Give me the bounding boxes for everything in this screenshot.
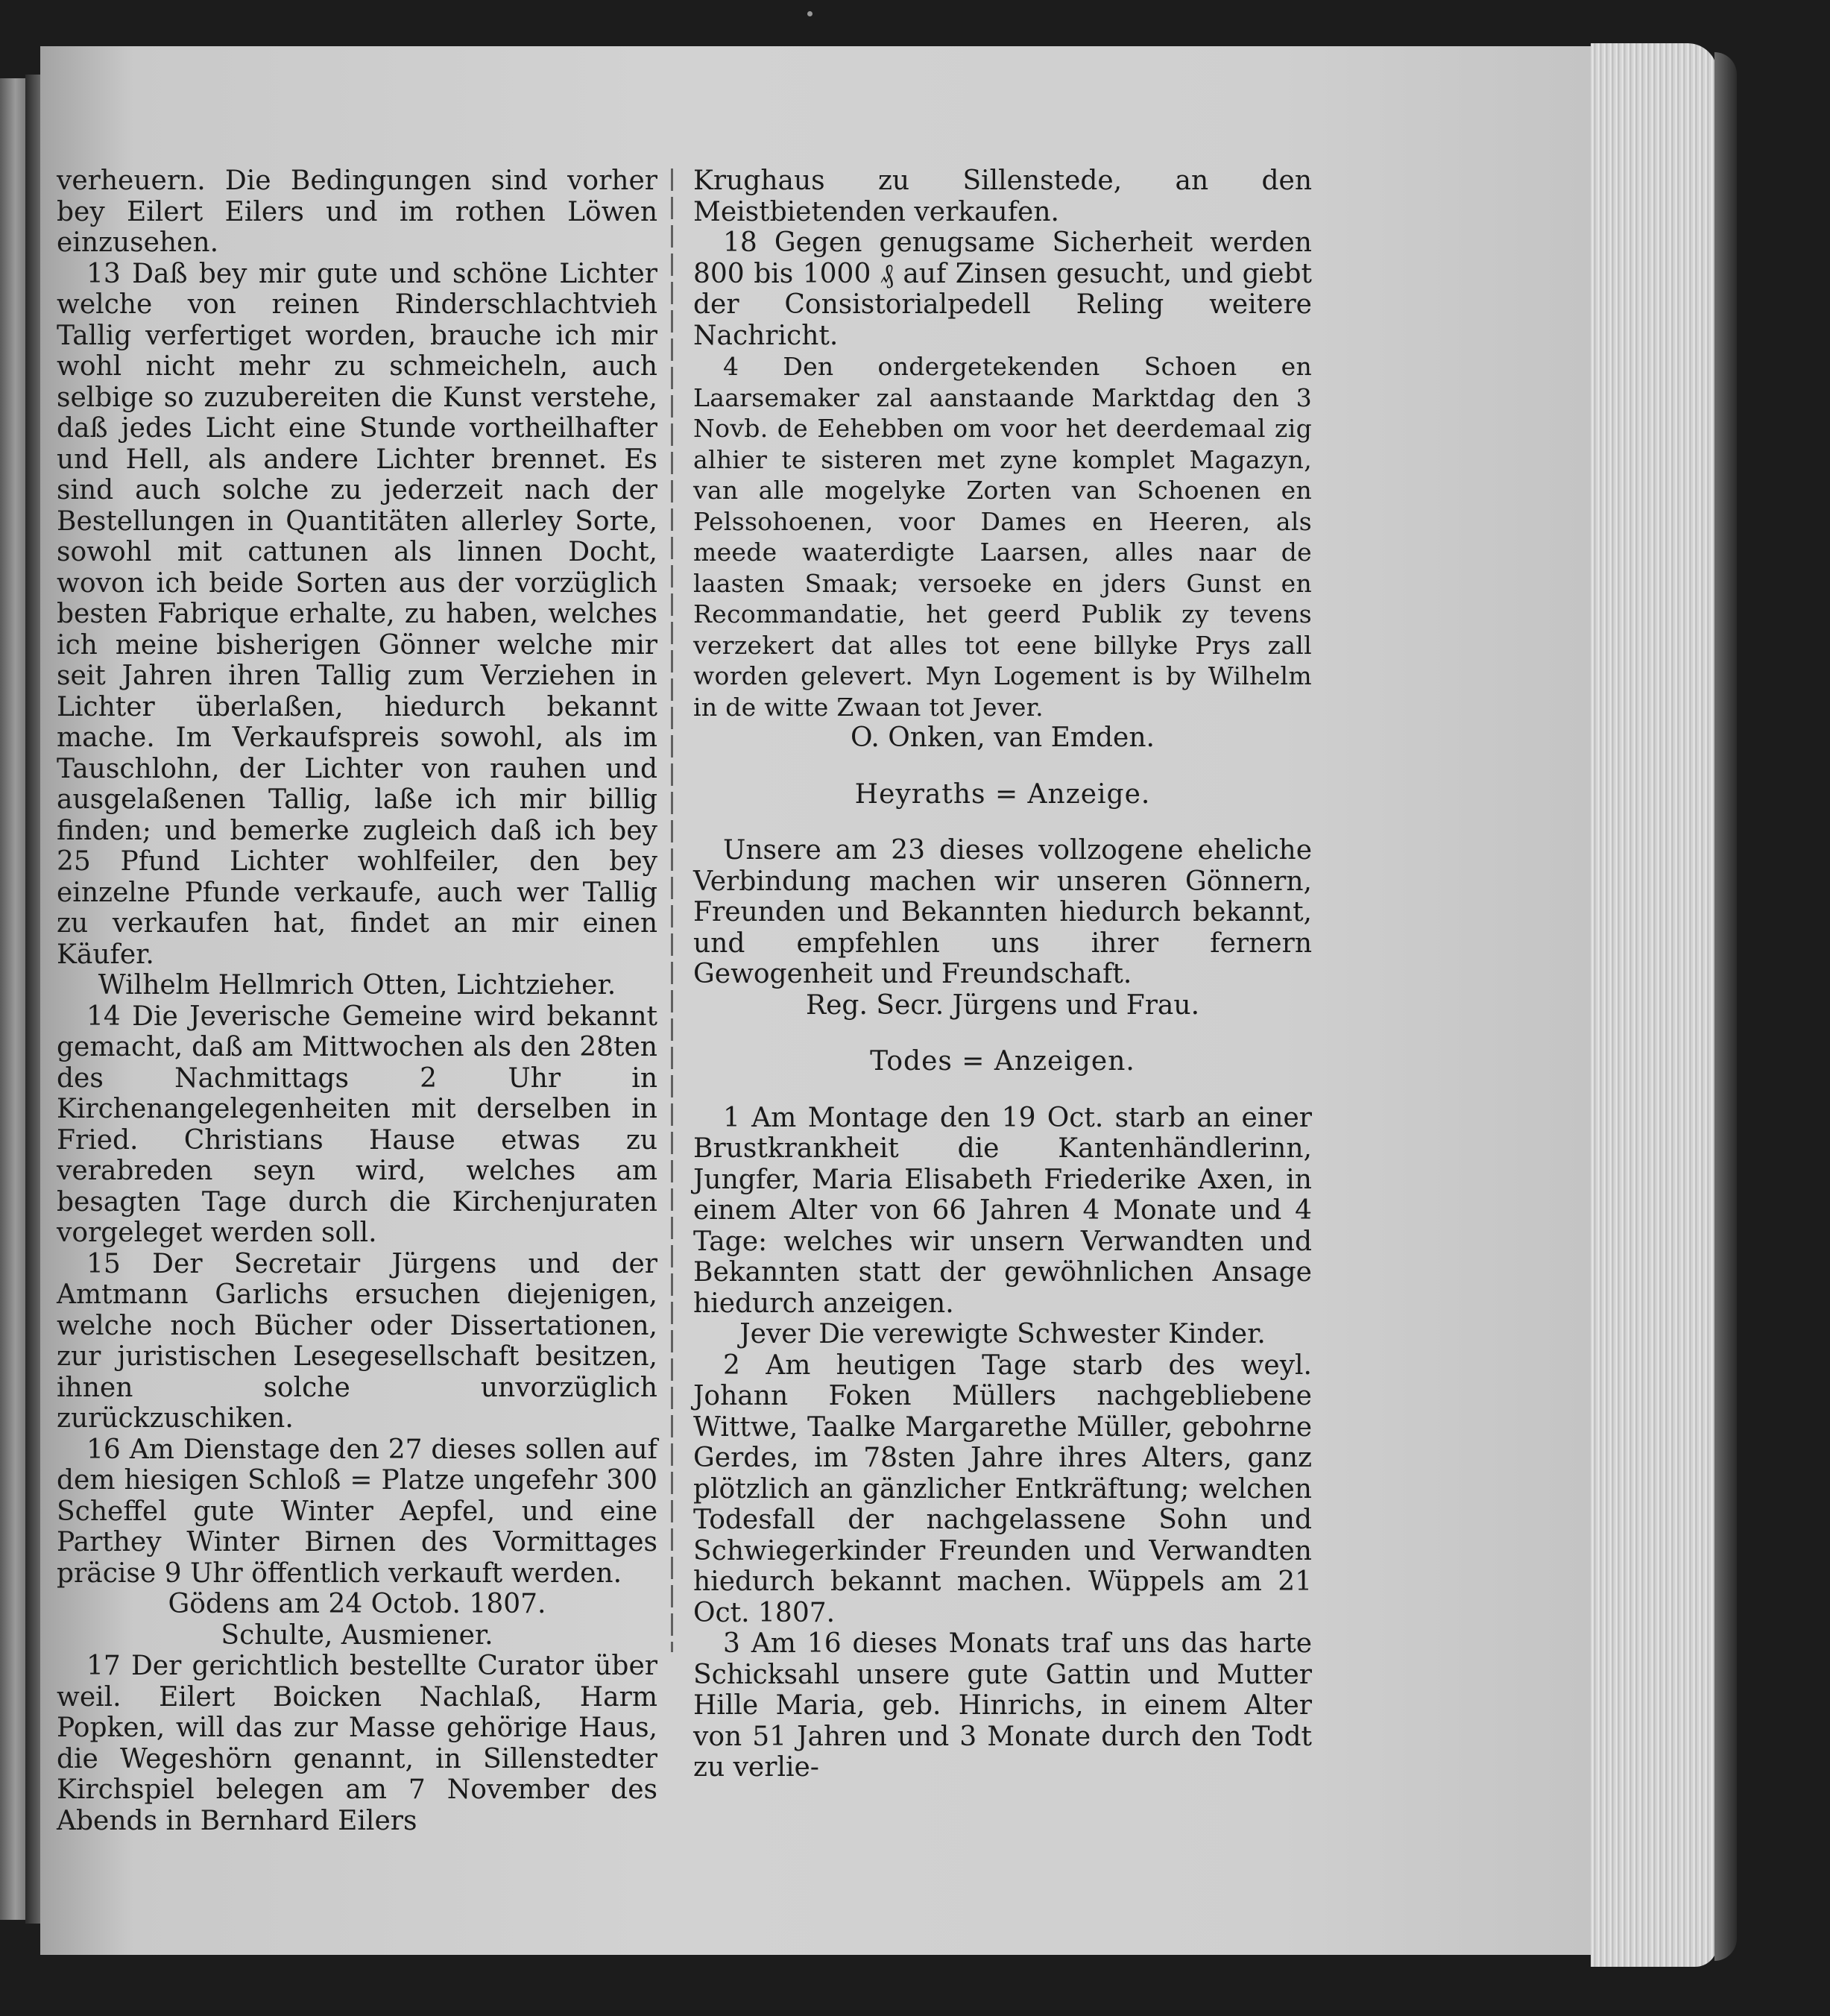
notice-16-place-date: Gödens am 24 Octob. 1807.: [168, 1589, 546, 1619]
notice-15: 15 Der Secretair Jürgens und der Amtmann Garlichs ersuchen diejenigen, welche noch Bücher oder Dissertationen, zur juristischen Lesegesellschaft besitzen, ihnen solche unvorzüglich zurückzuschiken.: [57, 1248, 657, 1434]
notice-18: 18 Gegen genugsame Sicherheit werden 800 bis 1000 ₰ auf Zinsen gesucht, und giebt der Consistorialpedell Reling weitere Nachricht.: [693, 227, 1312, 351]
notice-17-continuation: Krughaus zu Sillenstede, an den Meistbietenden verkaufen.: [693, 166, 1312, 227]
notice-14: 14 Die Jeverische Gemeine wird bekannt gemacht, daß am Mittwochen als den 28ten des Nachmittags 2 Uhr in Kirchenangelegenheiten mit derselben in Fried. Christians Hause etwas zu verabreden seyn wird, welches am besagten Tage durch die Kirchenjuraten vorgeleget werden soll.: [57, 1001, 657, 1248]
notice-4-dutch: 4 Den ondergetekenden Schoen en Laarsemaker zal aanstaande Marktdag den 3 Novb. de Eehebben om voor het deerdemaal zig alhier te sisteren met zyne komplet Magazyn, van alle mogelyke Zorten van Schoenen en Pelssohoenen, voor Dames en Heeren, als meede waaterdigte Laarsen, alles naar de laasten Smaak; versoeke en jders Gunst en Recommandatie, het geerd Publik zy tevens verzekert dat alles tot eene billyke Prys zall worden gelevert. Myn Logement is by Wilhelm in de witte Zwaan tot Jever.: [693, 352, 1312, 722]
marriage-notice: Unsere am 23 dieses vollzogene eheliche Verbindung machen wir unseren Gönnern, Freunden und Bekannten hiedurch bekannt, und empfehlen uns ihrer fernern Gewogenheit und Freundschaft.: [693, 835, 1312, 989]
continuation-paragraph: verheuern. Die Bedingungen sind vorher bey Eilert Eilers und im rothen Löwen einzusehen.: [57, 166, 657, 258]
notice-17: 17 Der gerichtlich bestellte Curator über weil. Eilert Boicken Nachlaß, Harm Popken, will das zur Masse gehörige Haus, die Wegeshörn genannt, in Sillenstedter Kirchspiel belegen am 7 November des Abends in Bernhard Eilers: [57, 1651, 657, 1836]
right-column: [693, 166, 1312, 1783]
ink-dot: [807, 11, 813, 16]
notice-13: 13 Daß bey mir gute und schöne Lichter welche von reinen Rinderschlachtvieh Tallig verfertiget worden, brauche ich mir wohl nicht mehr zu schmeicheln, auch selbige so zuzubereiten die Kunst verstehe, daß jedes Licht eine Stunde vortheilhafter und Hell, als andere Lichter brennet. Es sind auch solche zu jederzeit nach der Bestellungen in Quantitäten allerley Sorte, sowohl mit cattunen als linnen Docht, wovon ich beide Sorten aus der vorzüglich besten Fabrique erhalte, zu haben, welches ich meine bisherigen Gönner welche mir seit Jahren ihren Tallig zum Verziehen in Lichter überlaßen, hiedurch bekannt mache. Im Verkaufspreis sowohl, als im Tauschlohn, der Lichter von rauhen und ausgelaßenen Tallig, laße ich mir billig finden; und bemerke zugleich daß ich bey 25 Pfund Lichter wohlfeiler, den bey einzelne Pfunde verkaufe, auch wer Tallig zu verkaufen hat, findet an mir einen Käufer.: [57, 258, 657, 970]
death-notice-3: 3 Am 16 dieses Monats traf uns das harte Schicksahl unsere gute Gattin und Mutter Hille Maria, geb. Hinrichs, in einem Alter von 51 Jahren und 3 Monate durch den Todt zu verlie-: [693, 1628, 1312, 1783]
page-edge-shadow: [1714, 52, 1737, 1961]
death-notice-1: 1 Am Montage den 19 Oct. starb an einer Brustkrankheit die Kantenhändlerinn, Jungfer, Maria Elisabeth Friederike Axen, in einem Alter von 66 Jahren 4 Monate und 4 Tage: welches wir unsern Verwandten und Bekannten statt der gewöhnlichen Ansage hiedurch anzeigen.: [693, 1102, 1312, 1319]
facing-page-edge: [0, 78, 25, 1920]
marriage-heading: Heyraths = Anzeige.: [854, 778, 1151, 810]
book-gutter: [25, 75, 42, 1924]
death-notices-heading: Todes = Anzeigen.: [870, 1046, 1135, 1077]
notice-16: 16 Am Dienstage den 27 dieses sollen auf dem hiesigen Schloß = Platze ungefehr 300 Scheffel gute Winter Aepfel, und eine Parthey Winter Birnen des Vormittages präcise 9 Uhr öffentlich verkauft werden.: [57, 1434, 657, 1589]
column-divider: [671, 168, 673, 1652]
left-column: [57, 166, 657, 1836]
page-edge-stack: [1591, 43, 1717, 1967]
death-notice-1-signature: Jever Die verewigte Schwester Kinder.: [739, 1319, 1266, 1349]
marriage-signature: Reg. Secr. Jürgens und Frau.: [805, 989, 1200, 1021]
death-notice-2: 2 Am heutigen Tage starb des weyl. Johann Foken Müllers nachgebliebene Wittwe, Taalke Margarethe Müller, gebohrne Gerdes, im 78sten Jahre ihres Alters, ganz plötzlich an gänzlicher Entkräftung; welchen Todesfall der nachgelassene Sohn und Schwiegerkinder Freunden und Verwandten hiedurch bekannt machen. Wüppels am 21 Oct. 1807.: [693, 1349, 1312, 1628]
notice-13-signature: Wilhelm Hellmrich Otten, Lichtzieher.: [98, 970, 616, 1001]
notice-4-signature: O. Onken, van Emden.: [850, 722, 1155, 753]
notice-16-signature: Schulte, Ausmiener.: [221, 1619, 493, 1651]
